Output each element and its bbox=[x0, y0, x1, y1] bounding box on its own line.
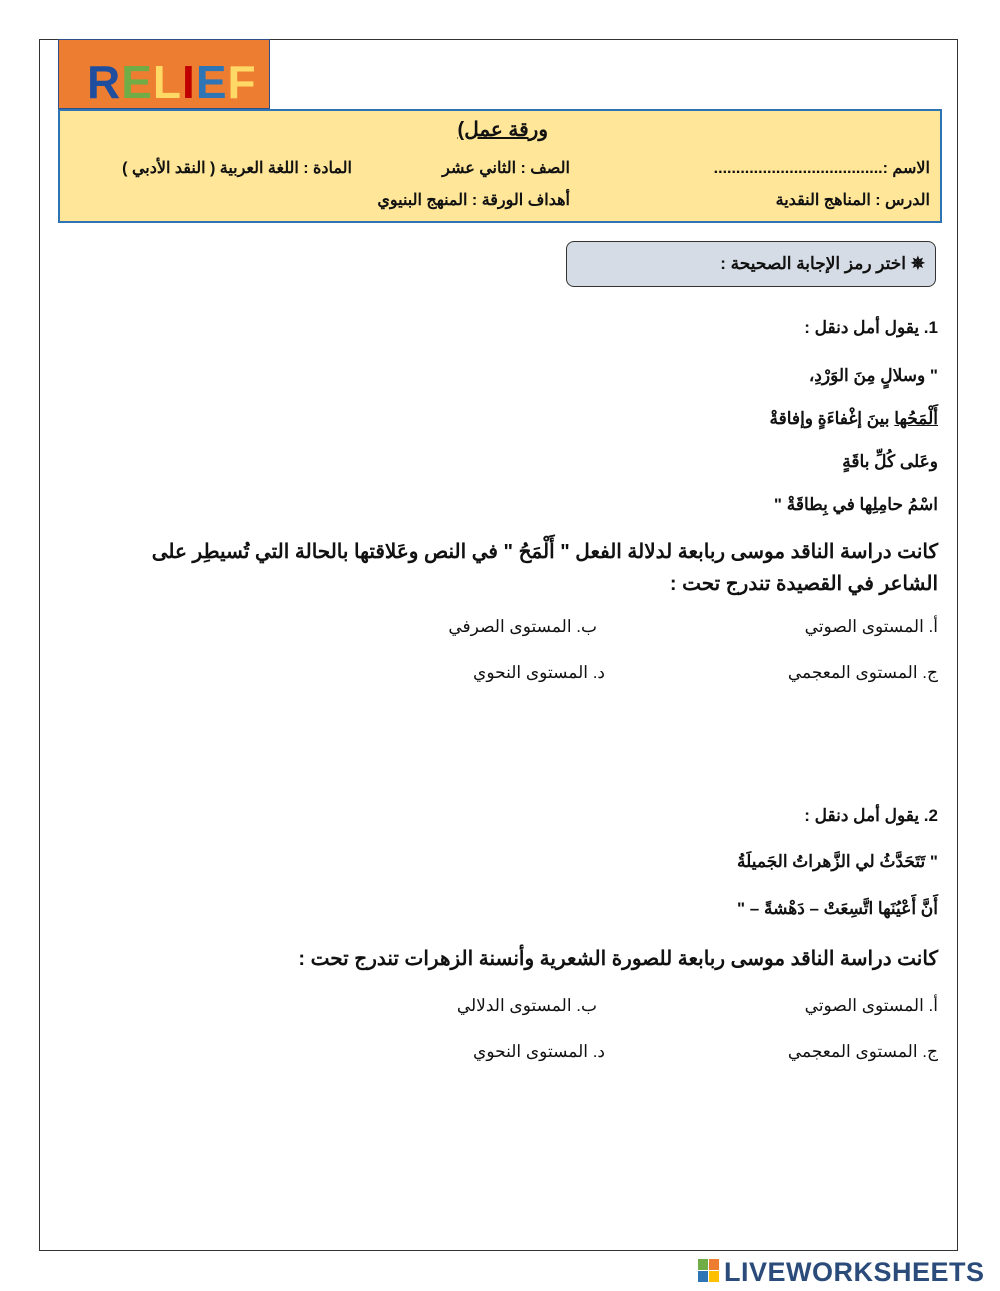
worksheet-title: ورقة عمل) bbox=[457, 119, 548, 141]
relief-logo bbox=[58, 39, 270, 109]
logo-letter: F bbox=[227, 56, 257, 108]
student-name-field[interactable]: الاسم :...................................... bbox=[713, 160, 930, 177]
q1-option-a[interactable]: أ. المستوى الصوتي bbox=[804, 617, 938, 636]
q2-option-a[interactable]: أ. المستوى الصوتي bbox=[804, 996, 938, 1015]
liveworksheets-brand bbox=[698, 1256, 994, 1288]
liveworksheets-wordmark: LIVEWORKSHEETS bbox=[724, 1257, 985, 1287]
logo-letter: R bbox=[87, 56, 122, 108]
q1-verse-2-rest: بينَ إغْفاءَةٍ وإفاقةْ bbox=[769, 409, 895, 428]
q1-prompt-line-1: كانت دراسة الناقد موسى ربابعة لدلالة الفعل " أَلْمَحُ " في النص وعَلاقتها بالحالة التي تُسيطِر على bbox=[151, 541, 938, 563]
q2-option-b[interactable]: ب. المستوى الدلالي bbox=[456, 996, 597, 1015]
q2-verse-2: أَنَّ أَعْيُنَها اتَّسِعَتْ – دَهْشةً – " bbox=[737, 899, 938, 918]
q1-verse-1: " وسلالٍ مِنَ الوَرْدِ، bbox=[808, 366, 938, 385]
q1-verse-2 bbox=[770, 409, 938, 429]
liveworksheets-logo-icon bbox=[698, 1259, 720, 1283]
q2-option-d[interactable]: د. المستوى النحوي bbox=[473, 1042, 605, 1061]
logo-letter: E bbox=[195, 56, 228, 108]
q1-option-c[interactable]: ج. المستوى المعجمي bbox=[787, 663, 938, 682]
lesson-label: الدرس : المناهج النقدية bbox=[775, 192, 930, 209]
q1-verse-3: وعَلى كُلِّ باقَةٍ bbox=[842, 452, 938, 471]
subject-label: المادة : اللغة العربية ( النقد الأدبي ) bbox=[122, 160, 352, 177]
grade-label: الصف : الثاني عشر bbox=[442, 160, 570, 177]
q1-heading: 1. يقول أمل دنقل : bbox=[804, 318, 938, 337]
instruction-text: ✵ اختر رمز الإجابة الصحيحة : bbox=[720, 254, 925, 273]
q2-option-c[interactable]: ج. المستوى المعجمي bbox=[787, 1042, 938, 1061]
logo-letter: L bbox=[152, 56, 183, 108]
q2-verse-1: " تَتَحَدَّثُ لي الزَّهراتُ الجَميلَةُ bbox=[737, 852, 938, 871]
q2-prompt: كانت دراسة الناقد موسى ربابعة للصورة الشعرية وأنسنة الزهرات تندرج تحت : bbox=[298, 948, 938, 970]
logo-letter: E bbox=[121, 56, 153, 108]
worksheet-header bbox=[58, 109, 942, 223]
q1-verse-2-underlined: أَلْمَحُها bbox=[894, 409, 938, 428]
q1-option-d[interactable]: د. المستوى النحوي bbox=[473, 663, 605, 682]
q2-heading: 2. يقول أمل دنقل : bbox=[804, 806, 938, 825]
q1-option-b[interactable]: ب. المستوى الصرفي bbox=[448, 617, 597, 636]
objectives-label: أهداف الورقة : المنهج البنيوي bbox=[377, 192, 570, 209]
instruction-box bbox=[566, 241, 936, 287]
logo-letter: I bbox=[182, 56, 196, 108]
q1-verse-4: اسْمُ حامِلِها في بِطاقَةْ " bbox=[773, 495, 938, 514]
q1-prompt-line-2: الشاعر في القصيدة تندرج تحت : bbox=[669, 573, 938, 595]
